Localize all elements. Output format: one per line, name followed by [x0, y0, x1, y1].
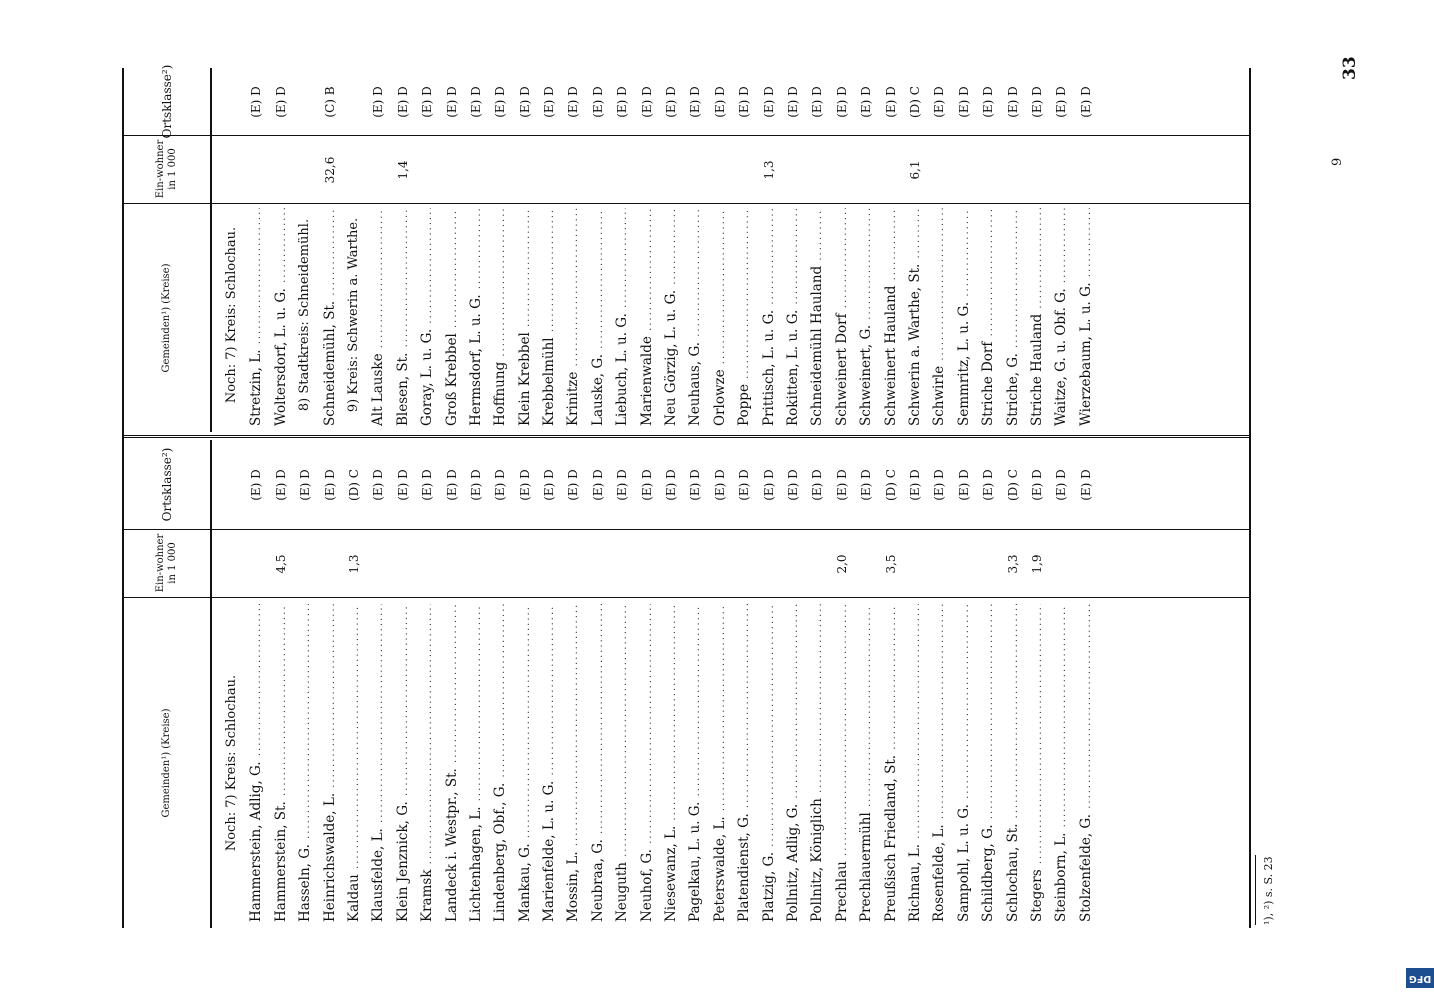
location-class: (E) D	[517, 469, 532, 501]
municipality-name: Groß Krebbel .....	[440, 208, 466, 426]
double-divider	[124, 435, 1249, 438]
table-row	[1025, 68, 1049, 432]
location-class: (E) D	[761, 469, 776, 501]
location-class: (E) D	[737, 86, 752, 118]
table-row	[732, 68, 756, 432]
table-left-column	[124, 440, 1249, 928]
right-rows	[220, 68, 1098, 432]
location-class: (E) D	[1054, 469, 1069, 501]
municipality-name: Neuguth .....	[610, 604, 636, 922]
location-class: (E) D	[712, 469, 727, 501]
location-class: (E) D	[395, 469, 410, 501]
location-class: (E) D	[932, 469, 947, 501]
municipality-name: Striche Dorf .....	[976, 208, 1002, 426]
location-class: (E) D	[737, 469, 752, 501]
municipality-name: Stegers .....	[1025, 604, 1051, 922]
table-row	[415, 68, 439, 432]
table-row	[269, 440, 293, 928]
municipality-name: Heinrichswalde, L. .....	[318, 604, 344, 922]
table-row	[781, 68, 805, 432]
table-row	[586, 440, 610, 928]
table-row	[659, 68, 683, 432]
table-row	[903, 68, 927, 432]
location-class: (E) D	[1029, 86, 1044, 118]
location-class: (E) D	[664, 469, 679, 501]
municipality-name: Wierzebaum, L. u. G. .....	[1074, 208, 1100, 426]
municipality-name: Schneidemühl, St. .....	[318, 208, 344, 426]
location-class: (E) D	[834, 86, 849, 118]
location-class: (E) D	[322, 469, 337, 501]
table-row	[708, 440, 732, 928]
location-class: (E) D	[956, 86, 971, 118]
municipality-name: Stolzenfelde, G. .....	[1074, 604, 1100, 922]
location-class: (E) D	[981, 86, 996, 118]
header-gemeinden: Gemeinden¹) (Kreise)	[161, 708, 172, 818]
footnote: ¹), ²) s. S. 23	[1262, 856, 1275, 925]
municipality-name: Poppe .....	[732, 208, 758, 426]
table-row	[537, 440, 561, 928]
municipality-name: Klein Jenznick, G. .....	[391, 604, 417, 922]
municipality-name: Neu Görzig, L. u. G. .....	[659, 208, 685, 426]
municipality-name: Hoffnung .....	[488, 208, 514, 426]
location-class: (E) D	[859, 469, 874, 501]
municipality-name: Schweinert, G. .....	[854, 208, 880, 426]
municipality-name: Schwirle .....	[927, 208, 953, 426]
left-rows	[220, 440, 1098, 928]
section-heading: 9) Kreis: Schwerin a. Warthe.	[345, 217, 361, 413]
municipality-name: Marienfelde, L. u. G. .....	[537, 604, 563, 922]
location-class: (E) D	[566, 86, 581, 118]
table-row	[1049, 440, 1073, 928]
municipality-name: Schweinert Hauland .....	[879, 208, 905, 426]
table-row	[1049, 68, 1073, 432]
margin-mark: 9	[1330, 157, 1345, 166]
table-row	[513, 440, 537, 928]
location-class: (E) D	[444, 469, 459, 501]
population-value: 4,5	[273, 554, 288, 574]
location-class: (E) D	[639, 469, 654, 501]
location-class: (E) D	[395, 86, 410, 118]
table-row	[464, 68, 488, 432]
table-row	[976, 440, 1000, 928]
table-row	[366, 68, 390, 432]
location-class: (E) D	[883, 86, 898, 118]
municipality-name: Prechlauermühl .....	[854, 604, 880, 922]
population-value: 2,0	[834, 554, 849, 574]
section-heading: Noch: 7) Kreis: Schlochau.	[224, 226, 239, 404]
footnote-rule	[1255, 855, 1256, 925]
municipality-name: Kramsk .....	[415, 604, 441, 922]
location-class: (E) D	[761, 86, 776, 118]
table-row	[683, 440, 707, 928]
table-row	[781, 440, 805, 928]
table-row	[683, 68, 707, 432]
table-row	[537, 68, 561, 432]
population-value: 1,4	[395, 160, 410, 180]
location-class: (E) D	[956, 469, 971, 501]
municipality-name: Neuhaus, G. .....	[683, 208, 709, 426]
table-row	[879, 68, 903, 432]
municipality-name: Rokitten, L. u. G. .....	[781, 208, 807, 426]
municipality-name: Pollnitz, Königlich .....	[805, 604, 831, 922]
municipality-name: Platzig, G. .....	[757, 604, 783, 922]
table-row	[244, 440, 268, 928]
location-class: (E) D	[1078, 469, 1093, 501]
table-row	[610, 68, 634, 432]
table-row	[318, 68, 342, 432]
table-row	[830, 68, 854, 432]
location-class: (D) C	[346, 469, 361, 501]
location-class: (E) D	[859, 86, 874, 118]
municipality-name: Mankau, G. .....	[513, 604, 539, 922]
location-class: (E) D	[468, 469, 483, 501]
location-class: (E) D	[688, 86, 703, 118]
municipality-name: Blesen, St. .....	[391, 208, 417, 426]
page-number: 33	[1340, 56, 1360, 80]
population-value: 1,9	[1029, 554, 1044, 574]
municipality-name: Krinitze .....	[561, 208, 587, 426]
digitization-credit	[1409, 8, 1434, 992]
table-row	[659, 440, 683, 928]
location-class: (E) D	[932, 86, 947, 118]
table-row	[952, 68, 976, 432]
table-row	[854, 68, 878, 432]
table-row	[1001, 440, 1025, 928]
municipality-name: Schweinert Dorf .....	[830, 208, 856, 426]
location-class: (E) D	[590, 469, 605, 501]
municipality-name: Neubraa, G. .....	[586, 604, 612, 922]
location-class: (C) B	[322, 86, 337, 118]
population-value: 6,1	[907, 160, 922, 180]
location-class: (D) C	[1005, 469, 1020, 501]
municipality-name: Niesewanz, L. .....	[659, 604, 685, 922]
table-row	[440, 440, 464, 928]
table-row	[244, 68, 268, 432]
municipality-table	[122, 64, 1251, 928]
municipality-name: Platendienst, G. .....	[732, 604, 758, 922]
municipality-name: Lichtenhagen, L. .....	[464, 604, 490, 922]
table-row	[440, 68, 464, 432]
municipality-name: Pollnitz, Adlig, G. .....	[781, 604, 807, 922]
municipality-name: Striche, G. .....	[1001, 208, 1027, 426]
population-value: 1,3	[761, 160, 776, 180]
municipality-name: Orlowze .....	[708, 208, 734, 426]
municipality-name: Woltersdorf, L. u. G. .....	[269, 208, 295, 426]
table-row	[976, 68, 1000, 432]
table-row	[879, 440, 903, 928]
municipality-name: Hermsdorf, L. u. G. .....	[464, 208, 490, 426]
table-row	[903, 440, 927, 928]
location-class: (E) D	[273, 469, 288, 501]
location-class: (E) D	[834, 469, 849, 501]
municipality-name: Semmritz, L. u. G. .....	[952, 208, 978, 426]
municipality-name: Sampohl, L. u. G. .....	[952, 604, 978, 922]
header-gemeinden: Gemeinden¹) (Kreise)	[161, 263, 172, 373]
section-heading-row	[342, 68, 366, 432]
table-row	[757, 440, 781, 928]
table-row	[415, 440, 439, 928]
municipality-name: Richnau, L. .....	[903, 604, 929, 922]
location-class: (E) D	[517, 86, 532, 118]
table-row	[708, 68, 732, 432]
header-ortsklasse: Ortsklasse²)	[124, 68, 210, 136]
population-value: 3,3	[1005, 554, 1020, 574]
location-class: (E) D	[444, 86, 459, 118]
municipality-name: Hammerstein, Adlig, G. .....	[244, 604, 270, 922]
location-class: (E) D	[273, 86, 288, 118]
location-class: (E) D	[249, 469, 264, 501]
table-row	[293, 440, 317, 928]
section-heading-row	[220, 440, 244, 928]
table-row	[757, 68, 781, 432]
municipality-name: Striche Hauland .....	[1025, 208, 1051, 426]
location-class: (E) D	[688, 469, 703, 501]
population-value: 32,6	[322, 156, 337, 184]
municipality-name: Lauske, G. .....	[586, 208, 612, 426]
location-class: (D) C	[883, 469, 898, 501]
table-row	[1025, 440, 1049, 928]
location-class: (E) D	[615, 469, 630, 501]
location-class: (E) D	[590, 86, 605, 118]
table-row	[927, 68, 951, 432]
location-class: (E) D	[249, 86, 264, 118]
location-class: (D) C	[907, 86, 922, 118]
municipality-name: Mossin, L. .....	[561, 604, 587, 922]
location-class: (E) D	[810, 86, 825, 118]
location-class: (E) D	[664, 86, 679, 118]
table-row	[318, 440, 342, 928]
location-class: (E) D	[639, 86, 654, 118]
table-row	[391, 440, 415, 928]
municipality-name: Alt Lauske .....	[366, 208, 392, 426]
location-class: (E) D	[1029, 469, 1044, 501]
location-class: (E) D	[1005, 86, 1020, 118]
table-row	[635, 440, 659, 928]
table-row	[366, 440, 390, 928]
header-einwohner: Ein-wohner in 1 000	[124, 529, 210, 598]
municipality-name: Schlochau, St. .....	[1001, 604, 1027, 922]
population-value: 1,3	[346, 554, 361, 574]
table-row	[805, 68, 829, 432]
location-class: (E) D	[542, 86, 557, 118]
municipality-name: Schwerin a. Warthe, St. .....	[903, 208, 929, 426]
municipality-name: Peterswalde, L. .....	[708, 604, 734, 922]
header-ortsklasse: Ortsklasse²)	[124, 440, 210, 530]
table-row	[805, 440, 829, 928]
table-row	[269, 68, 293, 432]
municipality-name: Neuhof, G. .....	[635, 604, 661, 922]
municipality-name: Pagelkau, L. u. G. .....	[683, 604, 709, 922]
table-header	[124, 440, 212, 928]
location-class: (E) D	[785, 469, 800, 501]
table-row	[1074, 68, 1098, 432]
location-class: (E) D	[493, 469, 508, 501]
municipality-name: Steinborn, L. .....	[1049, 604, 1075, 922]
population-value: 3,5	[883, 554, 898, 574]
table-row	[464, 440, 488, 928]
municipality-name: Schneidemühl Hauland .....	[805, 208, 831, 426]
location-class: (E) D	[615, 86, 630, 118]
section-heading: Noch: 7) Kreis: Schlochau.	[224, 674, 239, 852]
municipality-name: Lindenberg, Obf., G. .....	[488, 604, 514, 922]
municipality-name: Hasseln, G. .....	[293, 604, 319, 922]
municipality-name: Goray, L. u. G. .....	[415, 208, 441, 426]
table-row	[732, 440, 756, 928]
section-heading: 8) Stadtkreis: Schneidemühl.	[297, 218, 313, 412]
location-class: (E) D	[420, 469, 435, 501]
location-class: (E) D	[566, 469, 581, 501]
municipality-name: Klein Krebbel .....	[513, 208, 539, 426]
table-row	[635, 68, 659, 432]
municipality-name: Liebuch, L. u. G. .....	[610, 208, 636, 426]
location-class: (E) D	[371, 469, 386, 501]
municipality-name: Prechlau .....	[830, 604, 856, 922]
municipality-name: Rosenfelde, L. .....	[927, 604, 953, 922]
location-class: (E) D	[785, 86, 800, 118]
municipality-name: Schildberg, G. .....	[976, 604, 1002, 922]
table-header	[124, 64, 212, 432]
municipality-name: Hammerstein, St. .....	[269, 604, 295, 922]
location-class: (E) D	[371, 86, 386, 118]
location-class: (E) D	[712, 86, 727, 118]
location-class: (E) D	[907, 469, 922, 501]
location-class: (E) D	[810, 469, 825, 501]
table-row	[610, 440, 634, 928]
location-class: (E) D	[493, 86, 508, 118]
location-class: (E) D	[981, 469, 996, 501]
municipality-name: Kaldau .....	[342, 604, 368, 922]
table-row	[391, 68, 415, 432]
municipality-name: Landeck i. Westpr., St. .....	[440, 604, 466, 922]
location-class: (E) D	[468, 86, 483, 118]
section-heading-row	[220, 68, 244, 432]
table-row	[513, 68, 537, 432]
table-row	[561, 68, 585, 432]
municipality-name: Krebbelmühl .....	[537, 208, 563, 426]
municipality-name: Preußisch Friedland, St. .....	[879, 604, 905, 922]
municipality-name: Klausfelde, L. .....	[366, 604, 392, 922]
table-row	[830, 440, 854, 928]
table-row	[1001, 68, 1025, 432]
table-row	[927, 440, 951, 928]
dfg-logo: DFG	[1406, 968, 1434, 988]
location-class: (E) D	[1078, 86, 1093, 118]
table-row	[342, 440, 366, 928]
table-right-column	[124, 64, 1249, 432]
municipality-name: Marienwalde .....	[635, 208, 661, 426]
header-einwohner: Ein-wohner in 1 000	[124, 135, 210, 204]
table-row	[488, 440, 512, 928]
location-class: (E) D	[542, 469, 557, 501]
table-row	[952, 440, 976, 928]
section-heading-row	[293, 68, 317, 432]
municipality-name: Waitze, G. u. Obf. G. .....	[1049, 208, 1075, 426]
table-row	[561, 440, 585, 928]
table-row	[488, 68, 512, 432]
municipality-name: Stretzin, L. .....	[244, 208, 270, 426]
location-class: (E) D	[420, 86, 435, 118]
table-row	[854, 440, 878, 928]
table-row	[586, 68, 610, 432]
location-class: (E) D	[298, 469, 313, 501]
table-row	[1074, 440, 1098, 928]
location-class: (E) D	[1054, 86, 1069, 118]
municipality-name: Prittisch, L. u. G. .....	[757, 208, 783, 426]
